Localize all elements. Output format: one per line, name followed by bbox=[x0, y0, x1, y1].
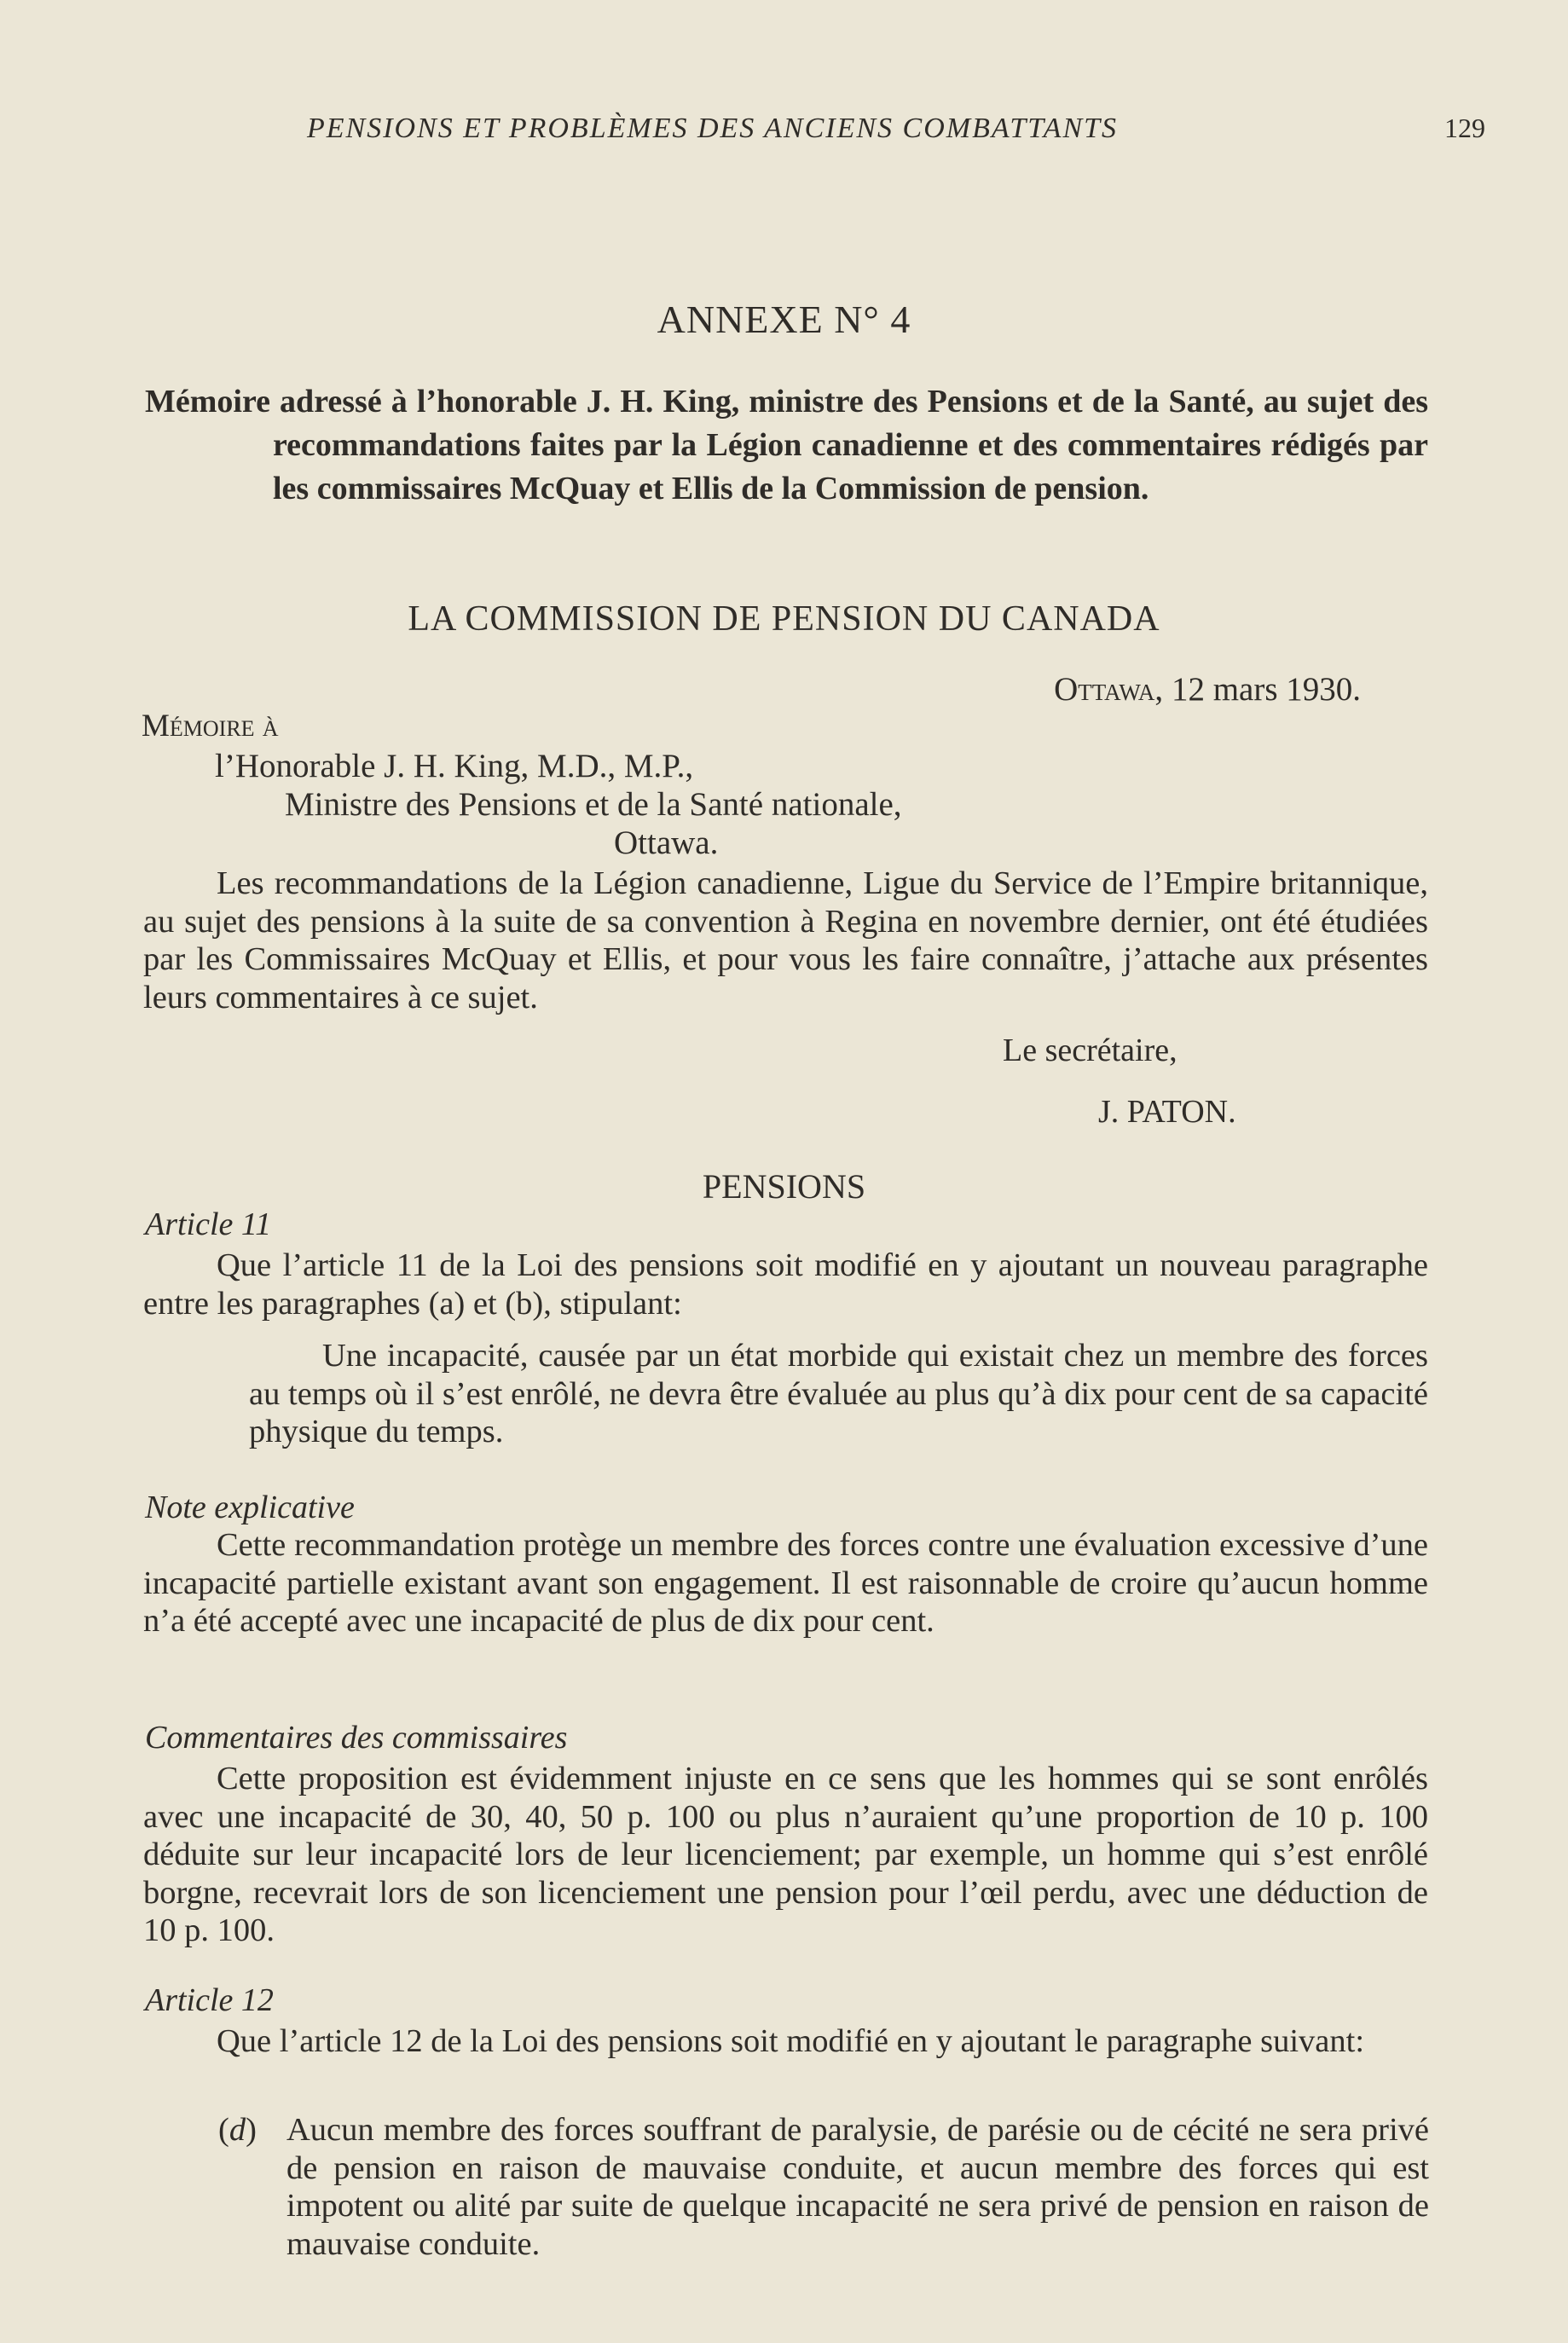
address-line-1: l’Honorable J. H. King, M.D., M.P., bbox=[215, 748, 694, 784]
dateline bbox=[938, 670, 1361, 709]
signature-name: J. PATON. bbox=[1098, 1094, 1236, 1130]
memo-label: Mémoire à bbox=[142, 709, 279, 743]
intro-paragraph: Les recommandations de la Légion canadienne, Ligue du Service de l’Empire britannique, au sujet des pensions à la suite de sa convention à Regina en novembre dernier, ont été étudiées par les Commissaires McQuay et Ellis, et pour vous les faire connaître, j’attache aux présentes leurs commentaires à ce sujet. bbox=[143, 865, 1428, 1015]
article-11-heading: Article 11 bbox=[145, 1206, 272, 1242]
article-11-quote: Une incapacité, causée par un état morbide qui existait chez un membre des forces au temps où il s’est enrôlé, ne devra être évaluée au plus qu’à dix pour cent de sa capacité physique du temps. bbox=[249, 1338, 1428, 1449]
section-title: PENSIONS bbox=[702, 1167, 866, 1206]
article-11-text: Que l’article 11 de la Loi des pensions soit modifié en y ajoutant un nouveau paragraphe entre les paragraphes (a) et (b), stipulant: bbox=[143, 1247, 1428, 1322]
page-number: 129 bbox=[1444, 113, 1485, 143]
dateline-date: 12 mars 1930. bbox=[1171, 671, 1361, 708]
article-12-text: Que l’article 12 de la Loi des pensions soit modifié en y ajoutant le paragraphe suivant: bbox=[217, 2023, 1365, 2059]
commission-name: LA COMMISSION DE PENSION DU CANADA bbox=[408, 599, 1160, 639]
item-d-text: Aucun membre des forces souffrant de paralysie, de parésie ou de cécité ne sera privé de pension en raison de mauvaise conduite, et aucun membre des forces qui est impotent ou alité par suite de quelque incapacité ne sera privé de pension en raison de mauvaise conduite. bbox=[286, 2112, 1429, 2262]
item-marker: (d) bbox=[218, 2112, 257, 2148]
explanatory-note-heading: Note explicative bbox=[145, 1490, 355, 1525]
commissioners-comments-heading: Commentaires des commissaires bbox=[145, 1720, 568, 1756]
item-marker-letter: d bbox=[229, 2112, 246, 2148]
article-12-item-d bbox=[218, 2111, 1429, 2263]
address-line-2: Ministre des Pensions et de la Santé nationale, bbox=[285, 786, 902, 823]
annex-title: ANNEXE N° 4 bbox=[657, 298, 911, 341]
running-head: PENSIONS ET PROBLÈMES DES ANCIENS COMBATTANTS bbox=[307, 113, 1119, 144]
dateline-city: Ottawa, bbox=[1054, 671, 1164, 708]
address-line-3: Ottawa. bbox=[614, 824, 719, 861]
commissioners-comments-text: Cette proposition est évidemment injuste en ce sens que les hommes qui se sont enrôlés avec une incapacité de 30, 40, 50 p. 100 ou plus n’auraient qu’une proportion de 10 p. 100 déduite sur leur incapacité lors de leur licenciement; par exemple, un homme qui s’est enrôlé borgne, recevrait lors de son licenciement une pension pour l’œil perdu, avec une déduction de 10 p. 100. bbox=[143, 1761, 1428, 1948]
article-12-heading: Article 12 bbox=[145, 1982, 274, 2018]
explanatory-note-text: Cette recommandation protège un membre des forces contre une évaluation excessive d’une incapacité partielle existant avant son engagement. Il est raisonnable de croire qu’aucun homme n’a été accepté avec une incapacité de plus de dix pour cent. bbox=[143, 1527, 1428, 1639]
memo-title: Mémoire adressé à l’honorable J. H. King, ministre des Pensions et de la Santé, au sujet des recommandations faites par la Légion canadienne et des commentaires rédigés par les commissaires McQuay et Ellis de la Commission de pension. bbox=[145, 384, 1428, 506]
signature-role: Le secrétaire, bbox=[1003, 1033, 1177, 1068]
